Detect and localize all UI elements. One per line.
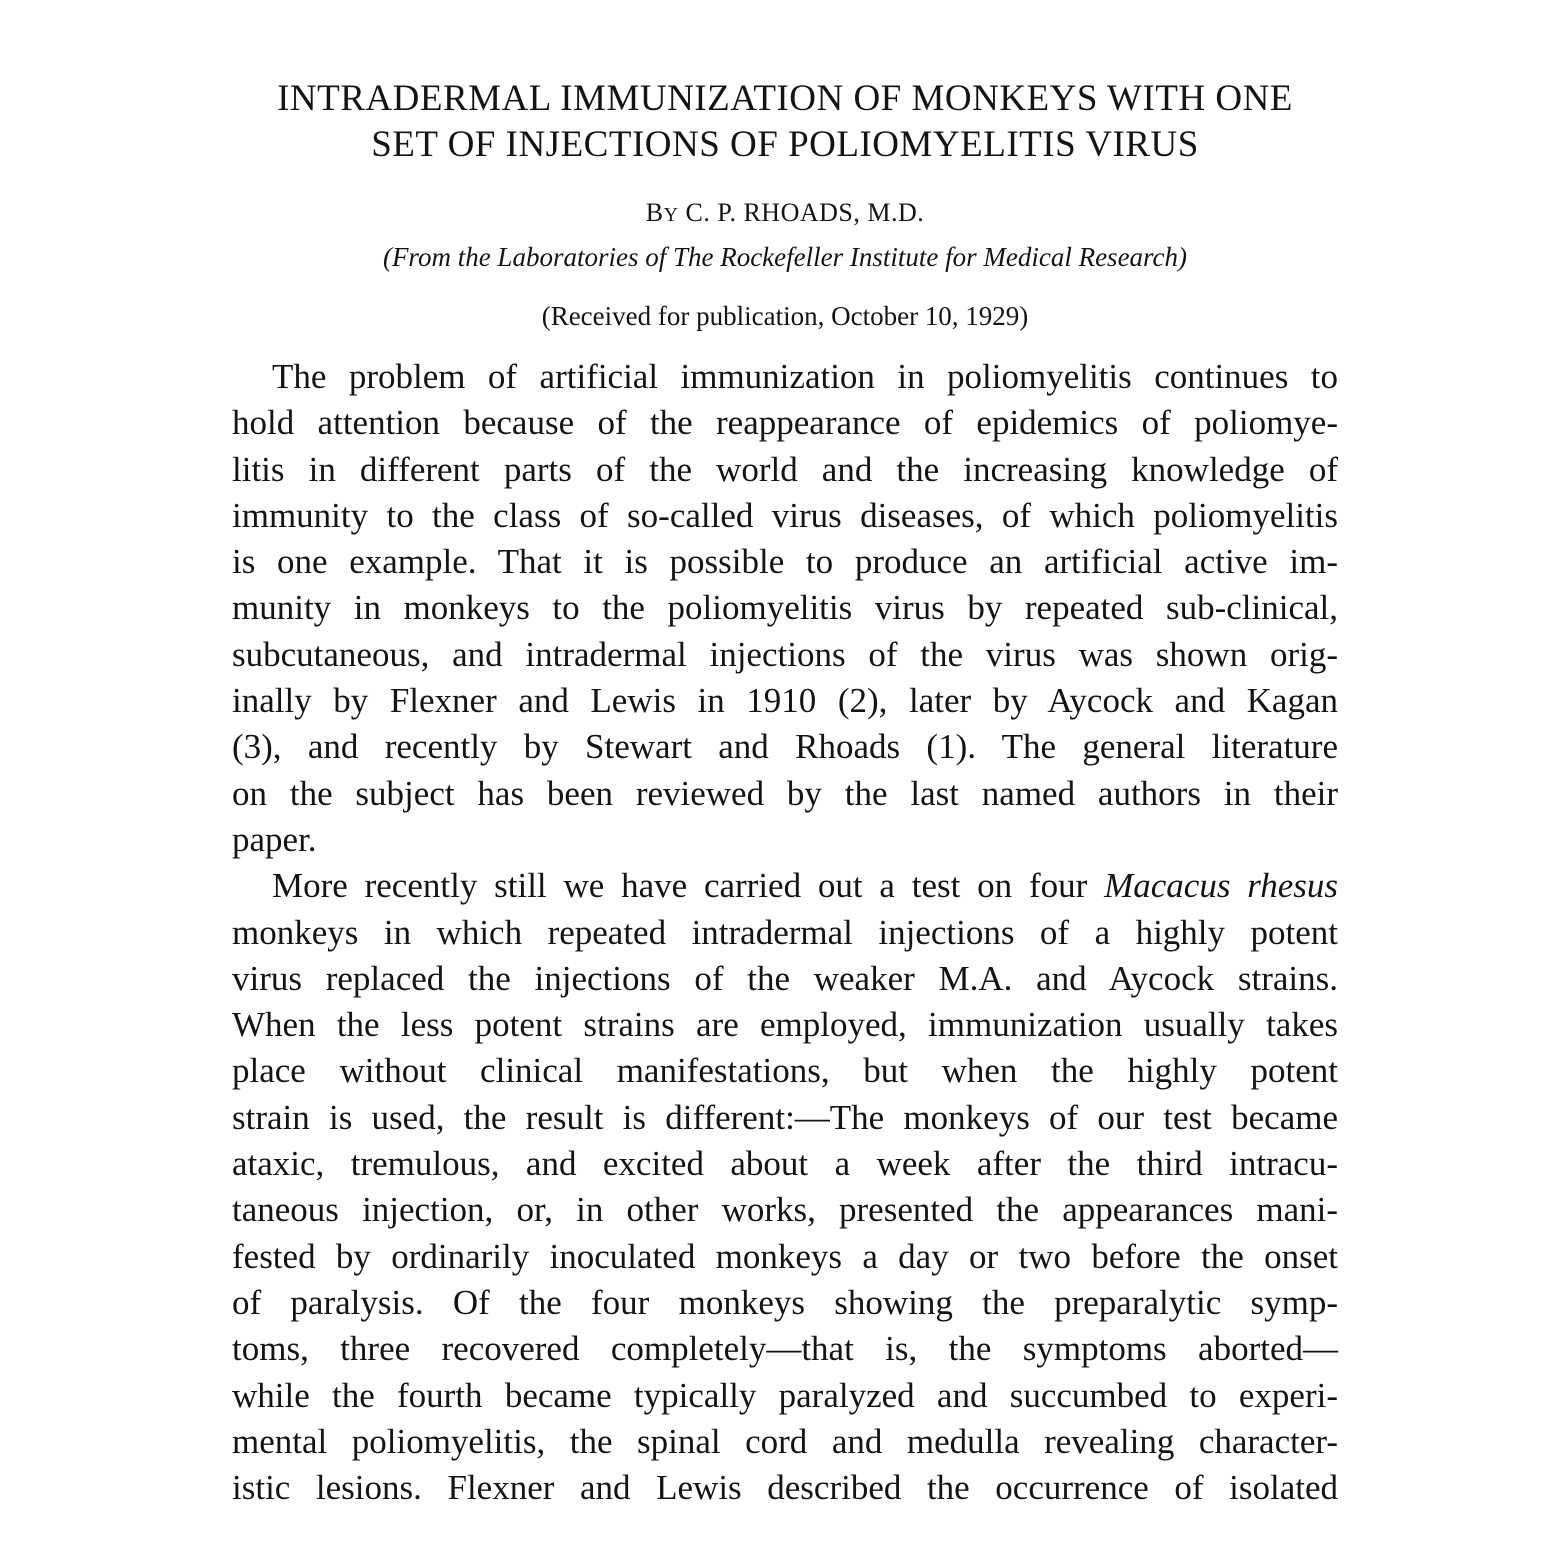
paragraph-1 (232, 354, 1338, 863)
author-line (232, 198, 1338, 228)
text-line: fested by ordinarily inoculated monkeys a day or two before the onset (232, 1236, 1338, 1276)
text-line: strain is used, the result is different:—The monkeys of our test became (232, 1097, 1338, 1137)
text-line: paper. (232, 819, 317, 859)
title-line-2: SET OF INJECTIONS OF POLIOMYELITIS VIRUS (371, 124, 1199, 165)
text-line: (3), and recently by Stewart and Rhoads (1). The general literature (232, 727, 1338, 767)
text-line: immunity to the class of so-called virus diseases, of which poliomyelitis (232, 495, 1338, 535)
text-line: virus replaced the injections of the weaker M.A. and Aycock strains. (232, 958, 1338, 998)
text-line: mental poliomyelitis, the spinal cord and medulla revealing character- (232, 1421, 1338, 1461)
text-line: of paralysis. Of the four monkeys showing the preparalytic symp- (232, 1282, 1338, 1322)
text-line: on the subject has been reviewed by the last named authors in their (232, 773, 1338, 813)
text-line: istic lesions. Flexner and Lewis described the occurrence of isolated (232, 1468, 1338, 1508)
text-line: munity in monkeys to the poliomyelitis virus by repeated sub-clinical, (232, 588, 1338, 628)
text-segment: More recently still we have carried out a test on four (272, 866, 1088, 906)
title-line-1: INTRADERMAL IMMUNIZATION OF MONKEYS WITH ONE (277, 78, 1293, 119)
text-line: monkeys in which repeated intradermal injections of a highly potent (232, 912, 1338, 952)
body-text (232, 354, 1338, 1511)
paper-title (232, 76, 1338, 168)
affiliation: (From the Laboratories of The Rockefeller Institute for Medical Research) (382, 242, 1188, 272)
author-name: C. P. RHOADS, M.D. (685, 198, 925, 227)
species-name: Macacus rhesus (1104, 866, 1339, 906)
text-line: toms, three recovered completely—that is, the symptoms aborted— (232, 1329, 1338, 1369)
text-line: hold attention because of the reappearance of epidemics of poliomye- (232, 403, 1338, 443)
author-prefix-initial: B (645, 198, 664, 227)
paper-page (232, 76, 1338, 1511)
text-line (232, 863, 1338, 909)
received-date: (Received for publication, October 10, 1929) (541, 301, 1029, 331)
author-prefix-rest: Y (663, 204, 679, 226)
text-line: ataxic, tremulous, and excited about a week after the third intracu- (232, 1144, 1338, 1184)
paragraph-2 (232, 863, 1338, 1511)
text-line: taneous injection, or, in other works, presented the appearances mani- (232, 1190, 1338, 1230)
text-line: litis in different parts of the world and the increasing knowledge of (232, 449, 1338, 489)
text-line: subcutaneous, and intradermal injections of the virus was shown orig- (232, 634, 1338, 674)
text-line: The problem of artificial immunization in poliomyelitis continues to (272, 357, 1338, 396)
text-line: place without clinical manifestations, but when the highly potent (232, 1051, 1338, 1091)
text-line: is one example. That it is possible to produce an artificial active im- (232, 542, 1338, 582)
text-line: inally by Flexner and Lewis in 1910 (2), later by Aycock and Kagan (232, 681, 1338, 721)
text-line: while the fourth became typically paralyzed and succumbed to experi- (232, 1375, 1338, 1415)
text-line: When the less potent strains are employed, immunization usually takes (232, 1005, 1338, 1045)
